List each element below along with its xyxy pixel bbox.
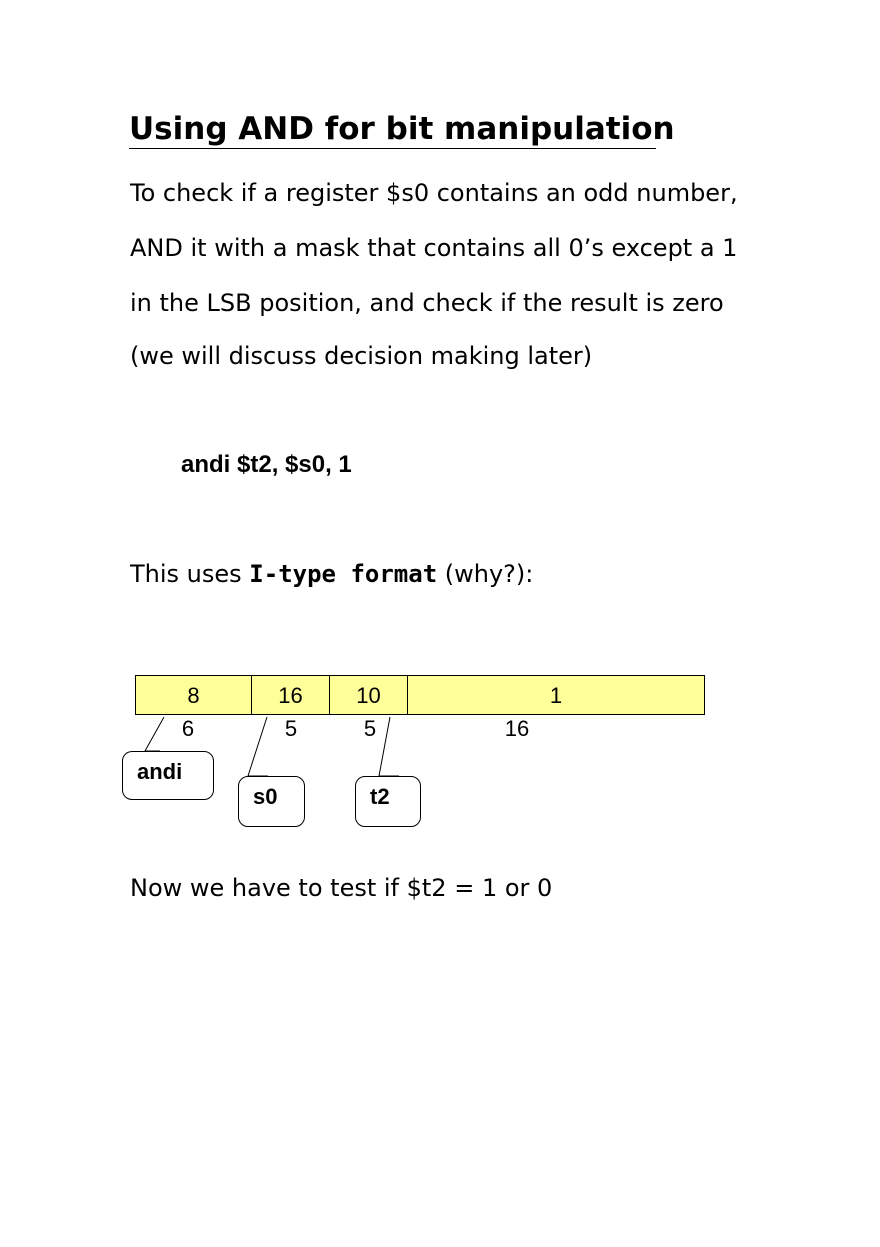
field-opcode: 8 bbox=[136, 676, 252, 714]
field-immediate: 1 bbox=[549, 683, 563, 708]
callout-t2: t2 bbox=[355, 776, 421, 827]
code-example: andi $t2, $s0, 1 bbox=[181, 451, 352, 478]
page-title: Using AND for bit manipulation bbox=[129, 111, 675, 147]
callout-andi: andi bbox=[122, 751, 214, 800]
bits-immediate: 16 bbox=[504, 716, 530, 741]
paragraph-line-1: To check if a register $s0 contains an odd number, bbox=[130, 179, 738, 207]
bits-rs: 5 bbox=[284, 716, 298, 741]
instruction-format-bar bbox=[135, 675, 705, 715]
connector-andi bbox=[145, 717, 164, 751]
format-emphasis: I-type format bbox=[249, 560, 438, 588]
field-rt: 10 bbox=[330, 676, 408, 714]
conclusion-text: Now we have to test if $t2 = 1 or 0 bbox=[130, 874, 553, 902]
bits-rt: 5 bbox=[363, 716, 377, 741]
callout-s0: s0 bbox=[238, 776, 305, 827]
paragraph-line-3: in the LSB position, and check if the result is zero bbox=[130, 289, 724, 317]
bits-opcode: 6 bbox=[181, 716, 195, 741]
format-sentence bbox=[130, 559, 533, 589]
paragraph-line-2: AND it with a mask that contains all 0’s except a 1 bbox=[130, 234, 738, 262]
format-suffix: (why?): bbox=[437, 560, 534, 588]
paragraph-line-4: (we will discuss decision making later) bbox=[130, 342, 593, 370]
format-prefix: This uses bbox=[130, 560, 250, 588]
field-rs: 16 bbox=[252, 676, 330, 714]
title-underline bbox=[129, 148, 656, 149]
connector-s0 bbox=[248, 717, 268, 776]
connector-t2 bbox=[379, 717, 399, 776]
